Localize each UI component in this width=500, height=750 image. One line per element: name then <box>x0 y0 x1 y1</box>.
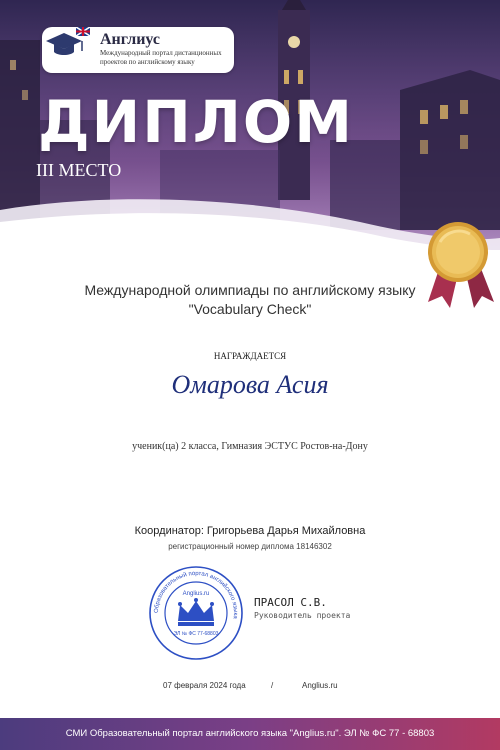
meta-separator: / <box>271 681 274 690</box>
stamp-ring-text: Образовательный портал английского языка <box>153 570 239 619</box>
olympiad-title-line1: Международной олимпиады по английскому языку <box>84 282 416 298</box>
registration-number: регистрационный номер диплома 18146302 <box>168 542 332 551</box>
awarded-label: НАГРАЖДАЕТСЯ <box>213 351 287 361</box>
olympiad-title-line2: "Vocabulary Check" <box>188 301 312 317</box>
diploma-title: ДИПЛОМ <box>38 88 354 156</box>
coordinator: Координатор: Григорьева Дарья Михайловна <box>134 525 366 537</box>
signatory-role: Руководитель проекта <box>254 611 351 620</box>
place-label: III МЕСТО <box>36 160 122 180</box>
crown-icon <box>178 598 214 626</box>
logo[interactable] <box>42 27 234 73</box>
footer-text: СМИ Образовательный портал английского языка "Anglius.ru". ЭЛ № ФС 77 - 68803 <box>65 728 435 739</box>
stamp-reg-text: ЭЛ № ФС 77-68803 <box>173 631 219 637</box>
header-banner <box>0 0 500 250</box>
stamp-site-text: Anglius.ru <box>182 591 210 597</box>
logo-tagline: Международный портал дистанционных проектов по английскому языку <box>100 49 222 66</box>
graduation-cap-icon <box>42 27 92 59</box>
student-info: ученик(ца) 2 класса, Гимназия ЭСТУС Ростов-на-Дону <box>132 441 368 452</box>
site-link[interactable]: Anglius.ru <box>302 681 338 690</box>
recipient-name: Омарова Асия <box>171 370 329 399</box>
issue-date: 07 февраля 2024 года <box>163 681 246 690</box>
footer-bar <box>0 718 500 750</box>
official-stamp <box>148 565 244 661</box>
logo-name: Англиус <box>100 31 161 48</box>
signatory-name: ПРАСОЛ С.В. <box>254 596 327 609</box>
